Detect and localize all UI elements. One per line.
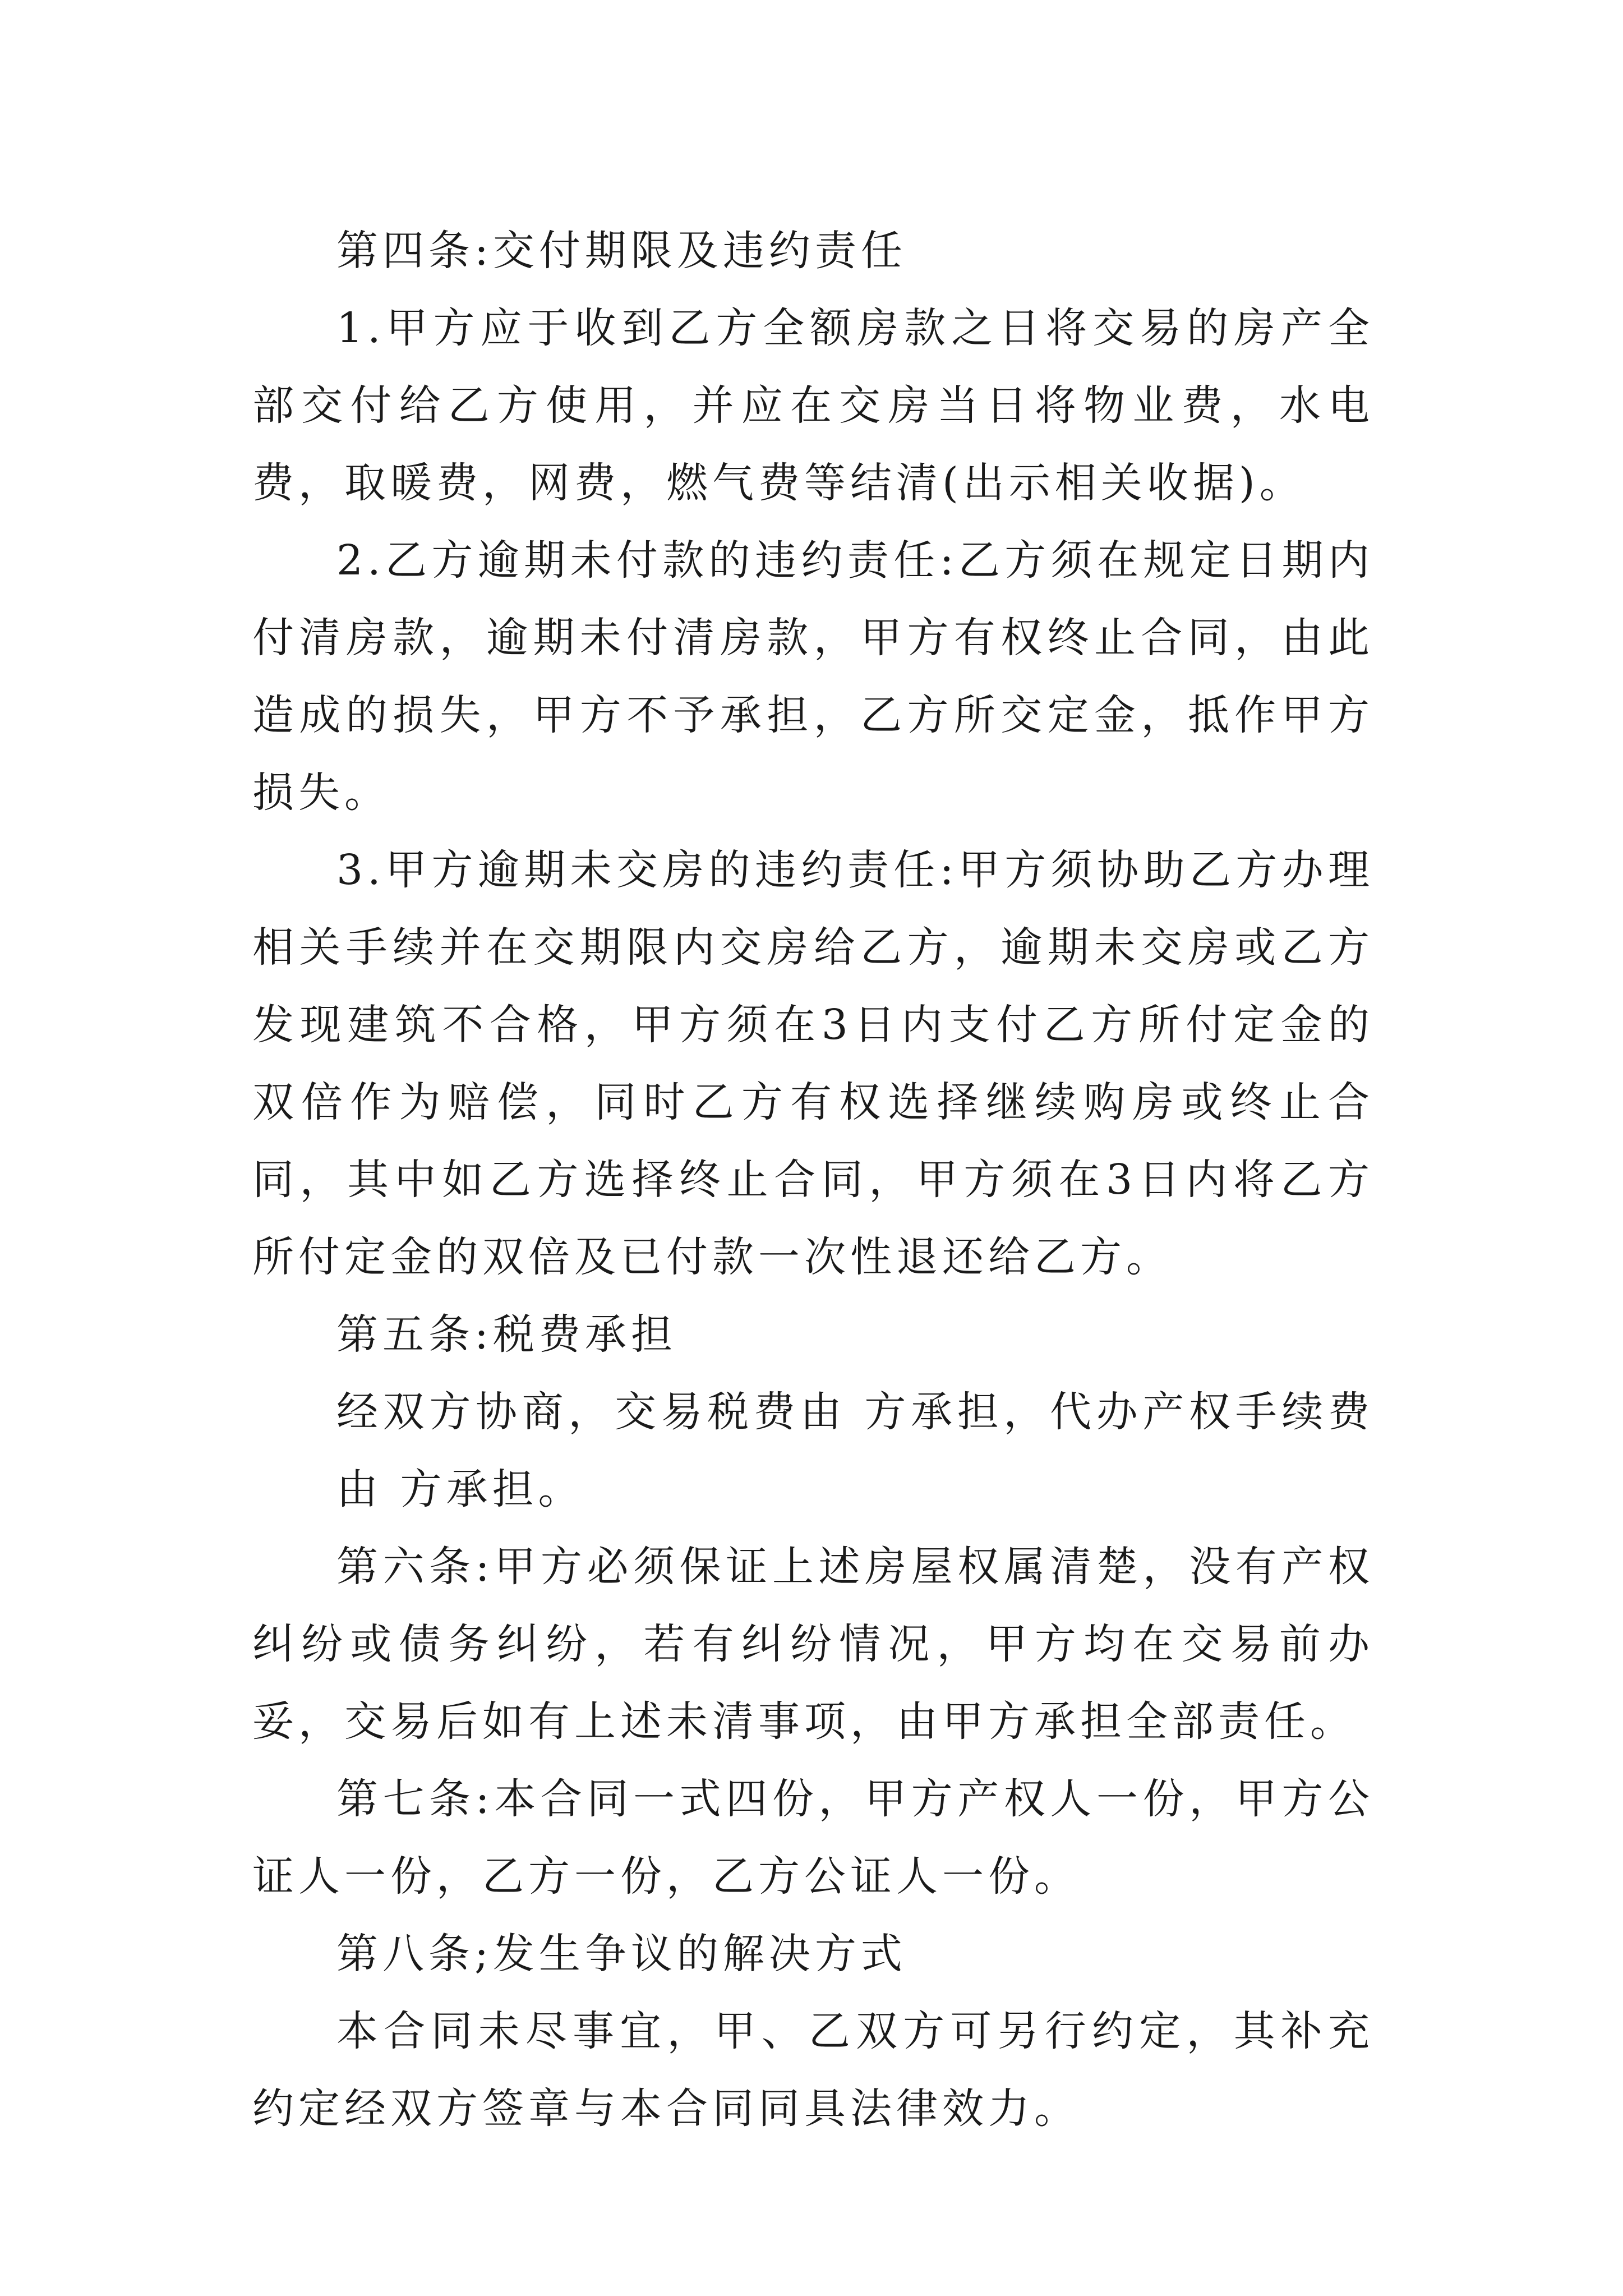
document-body — [252, 212, 1374, 2147]
clause-8-heading: 第八条;发生争议的解决方式 — [336, 1930, 907, 1978]
clause-6: 第六条:甲方必须保证上述房屋权属清楚，没有产权纠纷或债务纠纷，若有纠纷情况，甲方均在交易前办妥，交易后如有上述未清事项，由甲方承担全部责任。 — [252, 1543, 1374, 1746]
clause-8-body: 本合同未尽事宜，甲、乙双方可另行约定，其补充约定经双方签章与本合同同具法律效力。 — [252, 2007, 1374, 2133]
clause-7: 第七条:本合同一式四份，甲方产权人一份，甲方公证人一份，乙方一份，乙方公证人一份。 — [252, 1775, 1374, 1901]
clause-4-item-3: 3.甲方逾期未交房的违约责任:甲方须协助乙方办理相关手续并在交期限内交房给乙方，逾期未交房或乙方发现建筑不合格，甲方须在3日内支付乙方所付定金的双倍作为赔偿，同时乙方有权选择继续购房或终止合同，其中如乙方选择终止合同，甲方须在3日内将乙方所付定金的双倍及已付款一次性退还给乙方。 — [252, 846, 1374, 1281]
clause-5-heading: 第五条:税费承担 — [336, 1310, 677, 1359]
clause-4-item-2: 2.乙方逾期未付款的违约责任:乙方须在规定日期内付清房款，逾期未付清房款，甲方有权终止合同，由此造成的损失，甲方不予承担，乙方所交定金，抵作甲方损失。 — [252, 536, 1374, 817]
clause-4-item-1: 1.甲方应于收到乙方全额房款之日将交易的房产全部交付给乙方使用，并应在交房当日将物业费，水电费，取暖费，网费，燃气费等结清(出示相关收据)。 — [252, 304, 1374, 507]
clause-4-heading: 第四条:交付期限及违约责任 — [336, 227, 907, 275]
clause-5-body: 经双方协商，交易税费由 方承担，代办产权手续费由 方承担。 — [336, 1388, 1374, 1513]
